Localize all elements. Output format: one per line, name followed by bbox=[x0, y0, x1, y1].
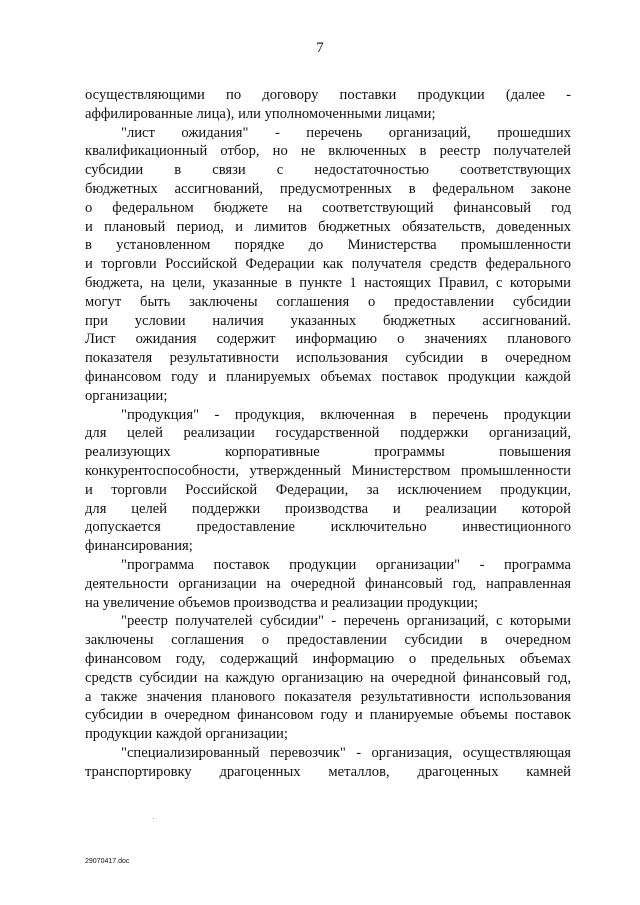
text-line: о федеральном бюджете на соответствующий финансовый год bbox=[85, 199, 571, 216]
footer-file-code: 29070417.doc bbox=[85, 858, 130, 865]
text-line: Лист ожидания содержит информацию о значениях планового bbox=[85, 331, 571, 348]
text-line: показателя результативности использования субсидии в очередном bbox=[85, 350, 571, 367]
text-line: осуществляющими по договору поставки продукции (далее - bbox=[85, 87, 571, 103]
text-line: "программа поставок продукции организации" - программа bbox=[121, 556, 571, 573]
text-line: продукции каждой организации; bbox=[85, 726, 288, 743]
document-body bbox=[85, 86, 571, 781]
text-line: "лист ожидания" - перечень организаций, прошедших bbox=[121, 124, 571, 141]
text-line: финансирования; bbox=[85, 538, 193, 555]
text-line: средств субсидии на каждую организацию на очередной финансовый год, bbox=[85, 669, 571, 686]
text-line: и торговли Российской Федерации, за исключением продукции, bbox=[85, 481, 571, 498]
text-line: в установленном порядке до Министерства промышленности bbox=[85, 237, 571, 254]
text-line: реализующих корпоративные программы повышения bbox=[85, 444, 571, 461]
text-line: допускается предоставление исключительно инвестиционного bbox=[85, 519, 571, 536]
text-line: и торговли Российской Федерации как получателя средств федерального bbox=[85, 256, 571, 273]
page-number: 7 bbox=[316, 40, 324, 56]
text-line: деятельности организации на очередной финансовый год, направленная bbox=[85, 575, 571, 592]
text-line: квалификационный отбор, но не включенных в реестр получателей bbox=[85, 143, 571, 160]
text-line: организации; bbox=[85, 387, 168, 404]
text-line: конкурентоспособности, утвержденный Министерством промышленности bbox=[85, 462, 571, 479]
text-line: бюджета, на цели, указанные в пункте 1 настоящих Правил, с которыми bbox=[85, 274, 571, 291]
text-line: "реестр получателей субсидии" - перечень организаций, с которыми bbox=[121, 613, 571, 630]
scan-speck bbox=[153, 818, 154, 819]
text-line: бюджетных ассигнований, предусмотренных в федеральном законе bbox=[85, 180, 571, 197]
text-line: "продукция" - продукция, включенная в перечень продукции bbox=[121, 406, 571, 423]
text-line: для целей реализации государственной поддержки организаций, bbox=[85, 425, 571, 442]
text-block bbox=[85, 86, 571, 781]
text-line: финансовом году и планируемых объемах поставок продукции каждой bbox=[85, 368, 571, 385]
text-line: финансовом году, содержащий информацию о предельных объемах bbox=[85, 650, 571, 667]
text-line: а также значения планового показателя результативности использования bbox=[85, 688, 571, 705]
text-line: на увеличение объемов производства и реализации продукции; bbox=[85, 594, 479, 611]
text-line: для целей поддержки производства и реализации которой bbox=[85, 500, 571, 517]
text-line: могут быть заключены соглашения о предоставлении субсидии bbox=[85, 293, 571, 310]
text-line: субсидии в связи с недостаточностью соответствующих bbox=[85, 162, 571, 179]
text-line: транспортировку драгоценных металлов, драгоценных камней bbox=[85, 763, 571, 780]
text-line: и плановый период, и лимитов бюджетных обязательств, доведенных bbox=[85, 218, 571, 235]
text-line: аффилированные лица), или уполномоченными лицами; bbox=[85, 105, 436, 122]
text-line: заключены соглашения о предоставлении субсидии в очередном bbox=[85, 632, 571, 649]
text-line: при условии наличия указанных бюджетных ассигнований. bbox=[85, 312, 571, 329]
text-line: субсидии в очередном финансовом году и планируемые объемы поставок bbox=[85, 707, 571, 724]
text-line: "специализированный перевозчик" - организация, осуществляющая bbox=[121, 744, 571, 761]
